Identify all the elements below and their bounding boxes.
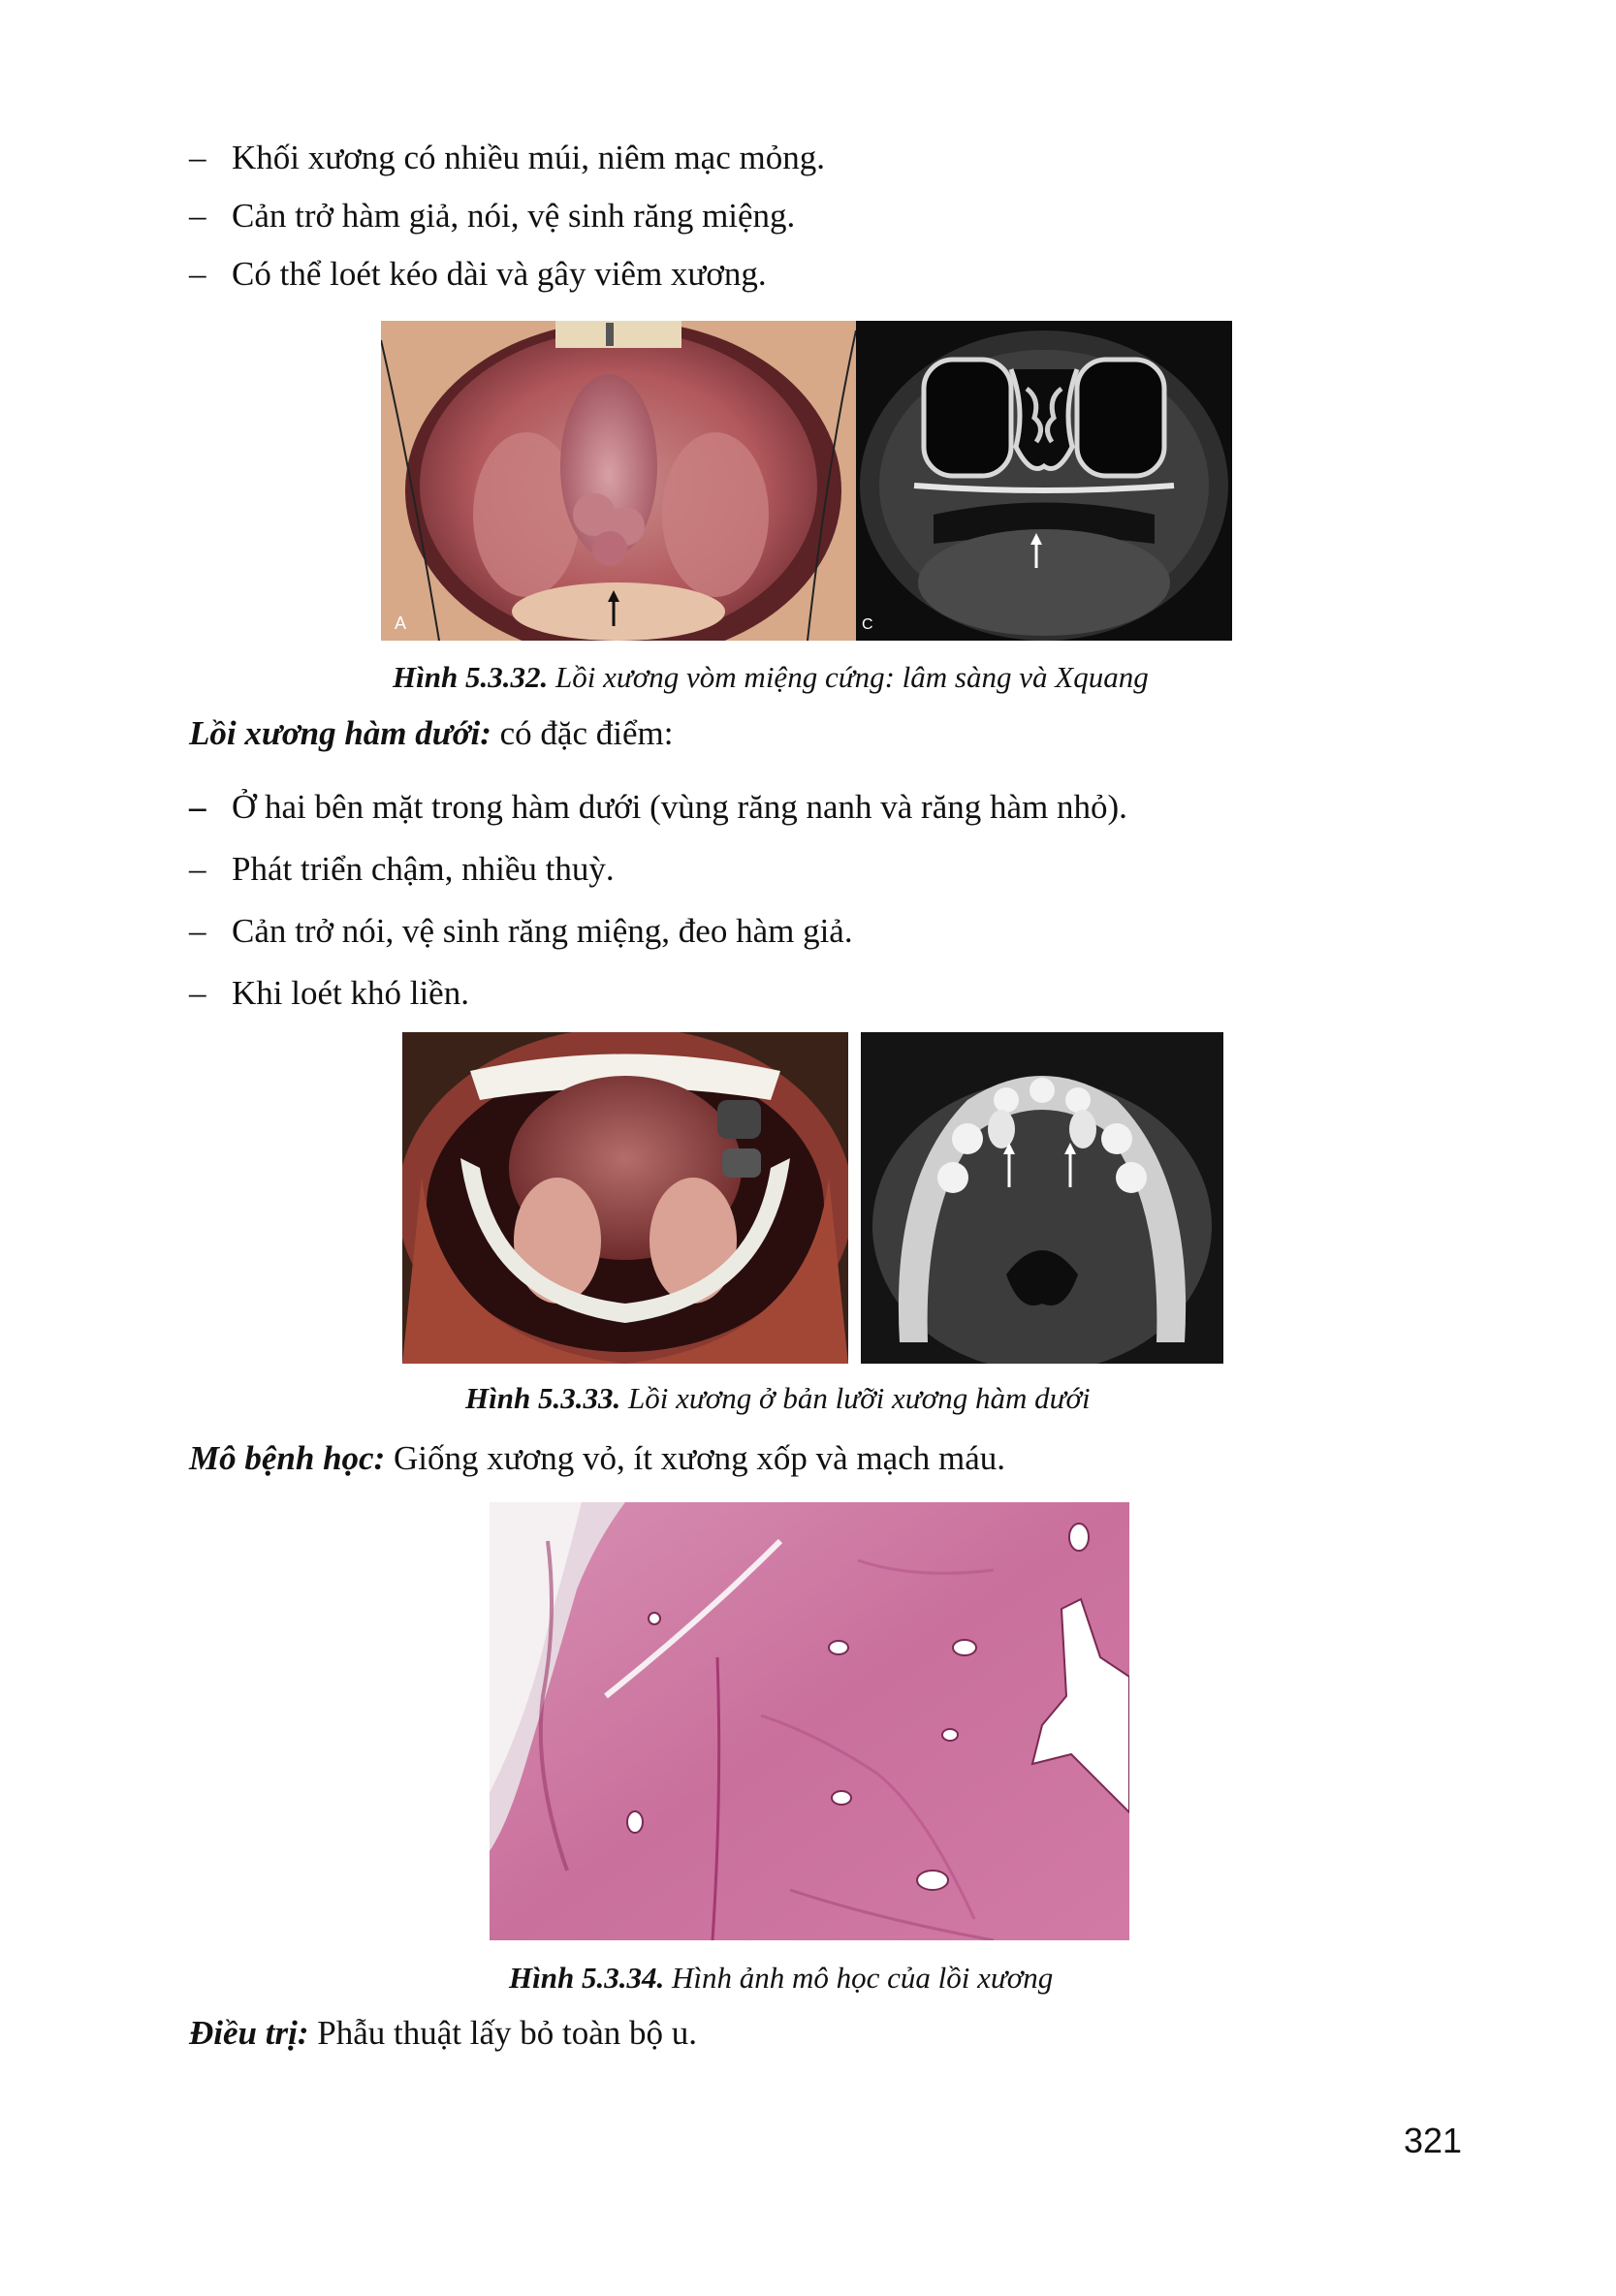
list-item: – Có thể loét kéo dài và gây viêm xương.	[189, 255, 767, 293]
dash-bullet: –	[189, 255, 206, 293]
list-item: – Cản trở hàm giả, nói, vệ sinh răng miệng.	[189, 197, 796, 235]
dash-bullet: –	[189, 788, 206, 826]
mandibular-torus-ct-scan	[861, 1032, 1223, 1364]
dash-bullet: –	[189, 912, 206, 950]
figure-caption-5-3-33: Hình 5.3.33. Lồi xương ở bản lưỡi xương hàm dưới	[465, 1381, 1091, 1415]
dash-bullet: –	[189, 139, 206, 176]
palatal-torus-features-list	[189, 141, 825, 315]
dash-bullet: –	[189, 850, 206, 888]
mandibular-torus-heading: Lồi xương hàm dưới: có đặc điểm:	[189, 714, 674, 752]
figure-caption-5-3-34: Hình 5.3.34. Hình ảnh mô học của lồi xương	[509, 1961, 1054, 1995]
list-item: – Khi loét khó liền.	[189, 974, 469, 1012]
list-item: – Khối xương có nhiều múi, niêm mạc mỏng.	[189, 139, 825, 176]
mandibular-torus-clinical-photo	[402, 1032, 848, 1364]
panel-label-c: C	[862, 616, 873, 633]
list-item: – Cản trở nói, vệ sinh răng miệng, đeo hàm giả.	[189, 912, 853, 950]
palatal-torus-ct-scan	[856, 321, 1232, 641]
treatment-paragraph: Điều trị: Phẫu thuật lấy bỏ toàn bộ u.	[189, 2014, 697, 2052]
dash-bullet: –	[189, 197, 206, 235]
panel-label-a: A	[395, 613, 407, 633]
mandibular-torus-features-list	[189, 790, 1127, 1038]
palatal-torus-clinical-photo	[381, 321, 856, 641]
dash-bullet: –	[189, 974, 206, 1012]
list-item: – Phát triển chậm, nhiều thuỳ.	[189, 850, 615, 888]
figure-caption-5-3-32: Hình 5.3.32. Lồi xương vòm miệng cứng: lâm sàng và Xquang	[393, 660, 1149, 694]
page-number: 321	[1404, 2121, 1463, 2160]
histology-paragraph: Mô bệnh học: Giống xương vỏ, ít xương xốp và mạch máu.	[189, 1439, 1005, 1477]
histology-image	[490, 1502, 1129, 1940]
list-item: – Ở hai bên mặt trong hàm dưới (vùng răng nanh và răng hàm nhỏ).	[189, 788, 1127, 826]
